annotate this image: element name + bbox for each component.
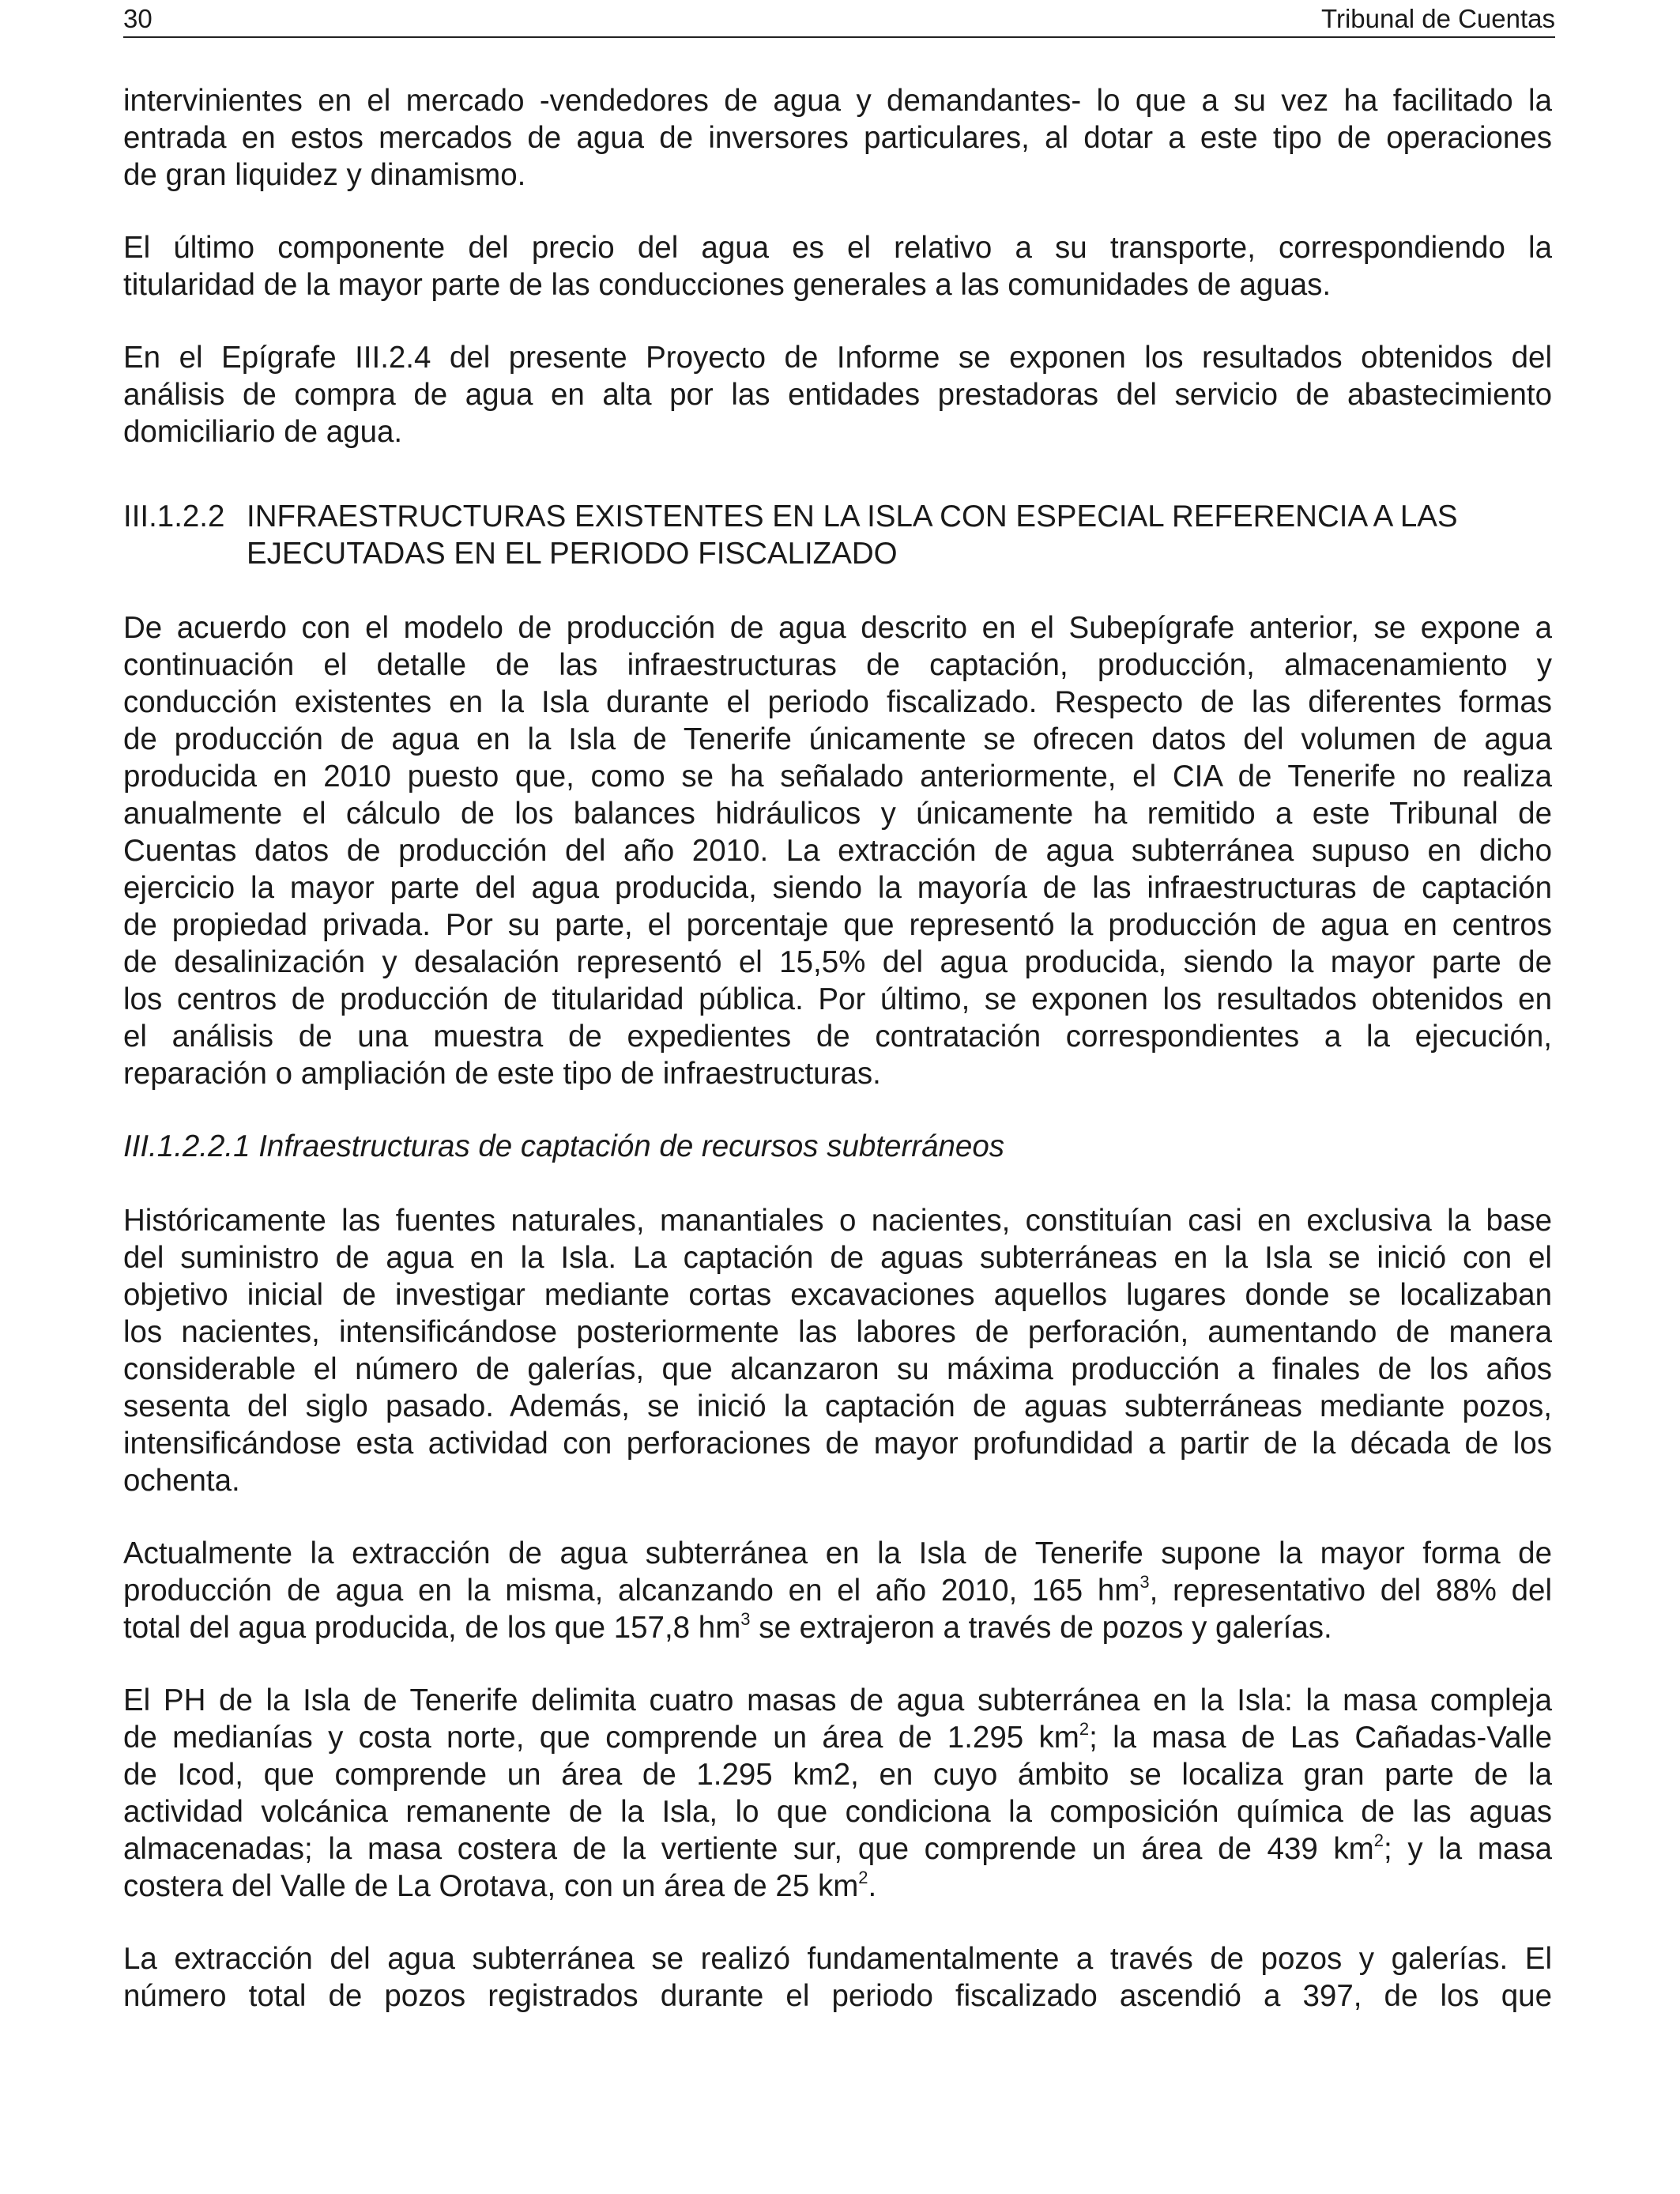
text-line: de propiedad privada. Por su parte, el porcentaje que representó la producción de agua en centros [123,908,1552,942]
text-line: En el Epígrafe III.2.4 del presente Proyecto de Informe se exponen los resultados obtenidos del [123,341,1552,375]
text-line: entrada en estos mercados de agua de inversores particulares, al dotar a este tipo de operaciones [123,121,1552,155]
text-line: sesenta del siglo pasado. Además, se inició la captación de aguas subterráneas mediante pozos, [123,1389,1552,1423]
text-line: titularidad de la mayor parte de las conducciones generales a las comunidades de aguas. [123,268,1332,302]
text-line [123,1868,1552,1905]
text-line: El PH de la Isla de Tenerife delimita cuatro masas de agua subterránea en la Isla: la masa compleja [123,1683,1552,1717]
section-title [247,498,1552,572]
text-line: reparación o ampliación de este tipo de infraestructuras. [123,1057,881,1091]
text-line: Cuentas datos de producción del año 2010. La extracción de agua subterránea supuso en dicho [123,834,1552,868]
text-line: De acuerdo con el modelo de producción de agua descrito en el Subepígrafe anterior, se expone a [123,611,1552,645]
paragraph-market-liquidity [123,82,1552,194]
paragraph-wells-galleries [123,1940,1552,2015]
paragraph-current-extraction [123,1535,1552,1646]
text-fragment: almacenadas; la masa costera de la vertiente sur, que comprende un área de 439 km [123,1832,1374,1866]
text-fragment: de medianías y costa norte, que comprende un área de 1.295 km [123,1721,1079,1755]
page-body [123,82,1552,2050]
text-line [123,1609,1552,1646]
text-line: del suministro de agua en la Isla. La captación de aguas subterráneas en la Isla se inició con el [123,1241,1552,1275]
section-number: III.1.2.2 [123,499,225,533]
text-line: los nacientes, intensificándose posteriormente las labores de perforación, aumentando de manera [123,1315,1552,1349]
text-line: conducción existentes en la Isla durante el periodo fiscalizado. Respecto de las diferentes formas [123,685,1552,719]
paragraph-infrastructure-overview [123,609,1552,1092]
text-line: ejercicio la mayor parte del agua producida, siendo la mayoría de las infraestructuras de captación [123,871,1552,905]
text-line: de Icod, que comprende un área de 1.295 km2, en cuyo ámbito se localiza gran parte de la [123,1758,1552,1792]
section-heading [123,498,1552,572]
text-line: Históricamente las fuentes naturales, manantiales o nacientes, constituían casi en exclusiva la base [123,1204,1552,1238]
text-line: objetivo inicial de investigar mediante cortas excavaciones aquellos lugares donde se localizaban [123,1278,1552,1312]
text-line: producida en 2010 puesto que, como se ha señalado anteriormente, el CIA de Tenerife no realiza [123,760,1552,794]
text-line: El último componente del precio del agua es el relativo a su transporte, correspondiendo la [123,231,1552,265]
text-line: La extracción del agua subterránea se realizó fundamentalmente a través de pozos y galerías. El [123,1942,1552,1976]
text-line: continuación el detalle de las infraestructuras de captación, producción, almacenamiento y [123,648,1552,682]
text-line: actividad volcánica remanente de la Isla, lo que condiciona la composición química de las aguas [123,1795,1552,1829]
text-line: los centros de producción de titularidad pública. Por último, se exponen los resultados obtenidos en [123,982,1552,1016]
superscript: 2 [1373,1830,1384,1851]
paragraph-epigraph-reference [123,339,1552,450]
paragraph-groundwater-bodies [123,1682,1552,1905]
superscript: 2 [858,1868,868,1888]
running-title: Tribunal de Cuentas [1321,4,1555,33]
text-line: domiciliario de agua. [123,415,403,449]
text-line: de desalinización y desalación representó el 15,5% del agua producida, siendo la mayor parte de [123,945,1552,979]
text-line: de gran liquidez y dinamismo. [123,158,526,192]
paragraph-transport-price [123,229,1552,303]
text-line: intensificándose esta actividad con perforaciones de mayor profundidad a partir de la década de los [123,1427,1552,1461]
text-fragment: . [868,1869,877,1903]
text-line: considerable el número de galerías, que alcanzaron su máxima producción a finales de los años [123,1352,1552,1386]
text-line: Actualmente la extracción de agua subterránea en la Isla de Tenerife supone la mayor forma de [123,1536,1552,1570]
superscript: 3 [1139,1572,1150,1593]
text-line: número total de pozos registrados durante el periodo fiscalizado ascendió a 397, de los que [123,1979,1552,2013]
section-title-line: EJECUTADAS EN EL PERIODO FISCALIZADO [247,537,898,571]
text-line: el análisis de una muestra de expedientes de contratación correspondientes a la ejecución, [123,1020,1552,1054]
text-fragment: producción de agua en la misma, alcanzando en el año 2010, 165 hm [123,1574,1140,1608]
superscript: 3 [740,1609,751,1630]
section-title-line: INFRAESTRUCTURAS EXISTENTES EN LA ISLA CON ESPECIAL REFERENCIA A LAS [247,499,1458,533]
text-fragment: costera del Valle de La Orotava, con un área de 25 km [123,1869,859,1903]
text-line: anualmente el cálculo de los balances hidráulicos y únicamente ha remitido a este Tribunal de [123,797,1552,831]
text-line: intervinientes en el mercado -vendedores de agua y demandantes- lo que a su vez ha facilitado la [123,84,1552,118]
text-line [123,1719,1552,1756]
page-number: 30 [123,4,153,33]
subsection-heading: III.1.2.2.1 Infraestructuras de captación de recursos subterráneos [123,1129,1004,1163]
superscript: 2 [1079,1719,1090,1740]
text-fragment: se extrajeron a través de pozos y galerías. [750,1611,1332,1645]
text-line [123,1572,1552,1609]
text-fragment: , representativo del 88% del [1149,1574,1552,1608]
paragraph-historical-springs [123,1202,1552,1499]
text-line [123,1830,1552,1868]
text-fragment: ; la masa de Las Cañadas-Valle [1089,1721,1553,1755]
text-fragment: ; y la masa [1384,1832,1552,1866]
page-header [123,2,1555,38]
text-line: análisis de compra de agua en alta por las entidades prestadoras del servicio de abastecimiento [123,378,1552,412]
text-line: de producción de agua en la Isla de Tenerife únicamente se ofrecen datos del volumen de agua [123,722,1552,756]
text-line: ochenta. [123,1464,240,1498]
text-fragment: total del agua producida, de los que 157,8 hm [123,1611,741,1645]
